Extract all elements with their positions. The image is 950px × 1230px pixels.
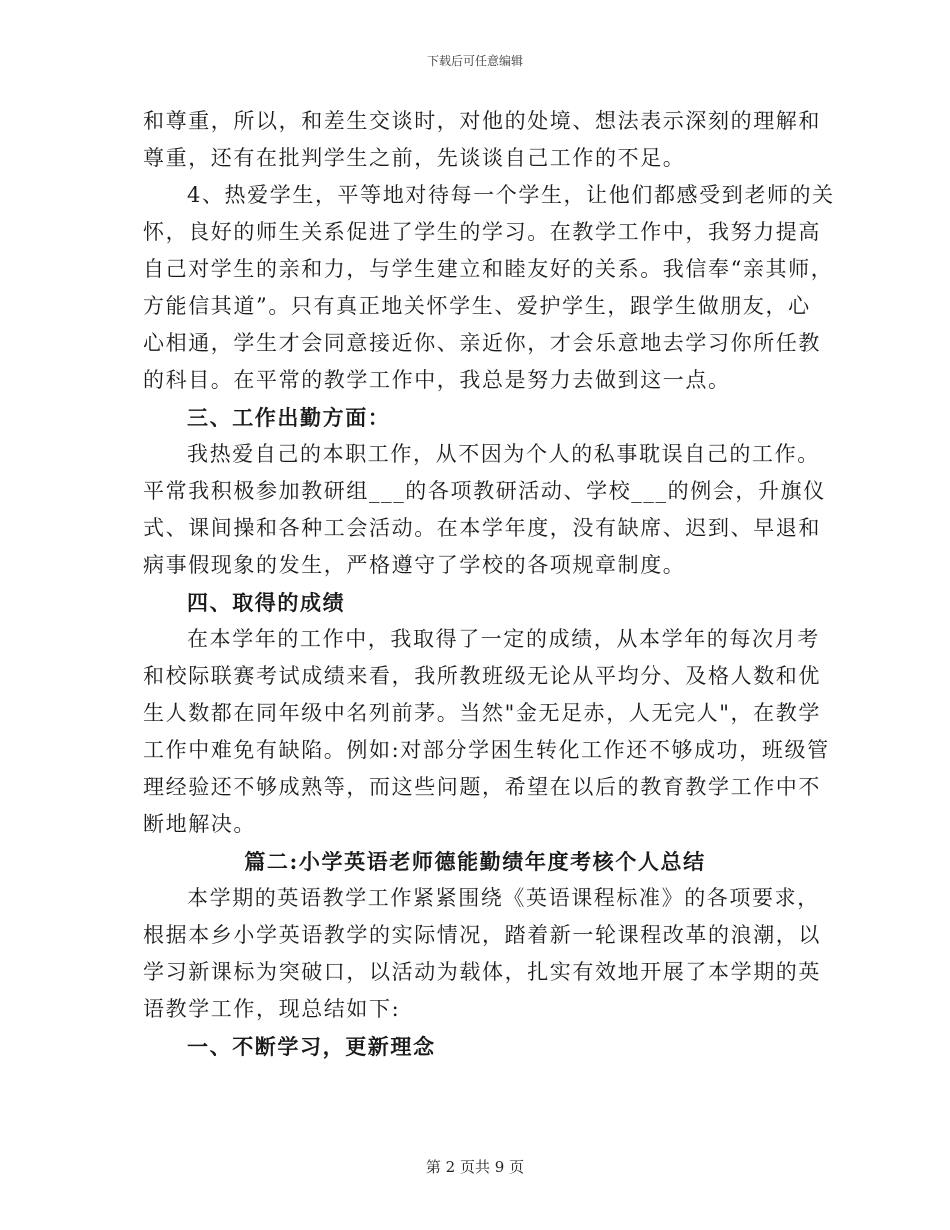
text-line: 心相通，学生才会同意接近你、亲近你，才会乐意地去学习你所任教 (143, 331, 821, 355)
text-line: 4、热爱学生，平等地对待每一个学生，让他们都感受到老师的关 (187, 183, 835, 207)
text-line: 怀，良好的师生关系促进了学生的学习。在教学工作中，我努力提高 (143, 220, 821, 244)
text-line: 尊重，还有在批判学生之前，先谈谈自己工作的不足。 (143, 146, 686, 170)
text-line: 自己对学生的亲和力，与学生建立和睦友好的关系。我信奉“亲其师， (143, 257, 834, 281)
page-header: 下载后可任意编辑 (426, 54, 523, 68)
section-heading: 四、取得的成绩 (187, 590, 346, 615)
text-line: 理经验还不够成熟等，而这些问题，希望在以后的教育教学工作中不 (143, 775, 821, 799)
text-line: 在本学年的工作中，我取得了一定的成绩，从本学年的每次月考 (187, 627, 820, 651)
text-line: 我热爱自己的本职工作，从不因为个人的私事耽误自己的工作。 (187, 442, 820, 466)
text-line: 本学期的英语教学工作紧紧围绕《英语课程标准》的各项要求， (187, 886, 820, 910)
text-line: 病事假现象的发生，严格遵守了学校的各项规章制度。 (143, 553, 686, 577)
text-line: 和尊重，所以，和差生交谈时，对他的处境、想法表示深刻的理解和 (143, 109, 821, 133)
text-line: 根据本乡小学英语教学的实际情况，踏着新一轮课程改革的浪潮，以 (143, 923, 821, 947)
text-line: 学习新课标为突破口，以活动为载体，扎实有效地开展了本学期的英 (143, 960, 821, 984)
text-line: 断地解决。 (143, 812, 256, 836)
document-body (143, 103, 835, 1065)
text-line: 式、课间操和各种工会活动。在本学年度，没有缺席、迟到、早退和 (143, 516, 821, 540)
text-line: 工作中难免有缺陷。例如:对部分学困生转化工作还不够成功，班级管 (143, 738, 830, 762)
text-line: 的科目。在平常的教学工作中，我总是努力去做到这一点。 (143, 368, 731, 392)
text-line: 和校际联赛考试成绩来看，我所教班级无论从平均分、及格人数和优 (143, 664, 821, 688)
text-line: 平常我积极参加教研组___的各项教研活动、学校___的例会，升旗仪 (143, 479, 826, 503)
text-line: 语教学工作，现总结如下: (143, 997, 401, 1021)
section-heading: 篇二:小学英语老师德能勤绩年度考核个人总结 (244, 849, 706, 874)
text-line: 生人数都在同年级中名列前茅。当然"金无足赤，人无完人"，在教学 (143, 701, 821, 725)
section-heading: 一、不断学习，更新理念 (187, 1034, 436, 1059)
text-line: 方能信其道”。只有真正地关怀学生、爱护学生，跟学生做朋友，心 (143, 294, 811, 318)
section-heading: 三、工作出勤方面： (187, 405, 391, 430)
page-footer: 第 2 页共 9 页 (425, 1158, 525, 1176)
